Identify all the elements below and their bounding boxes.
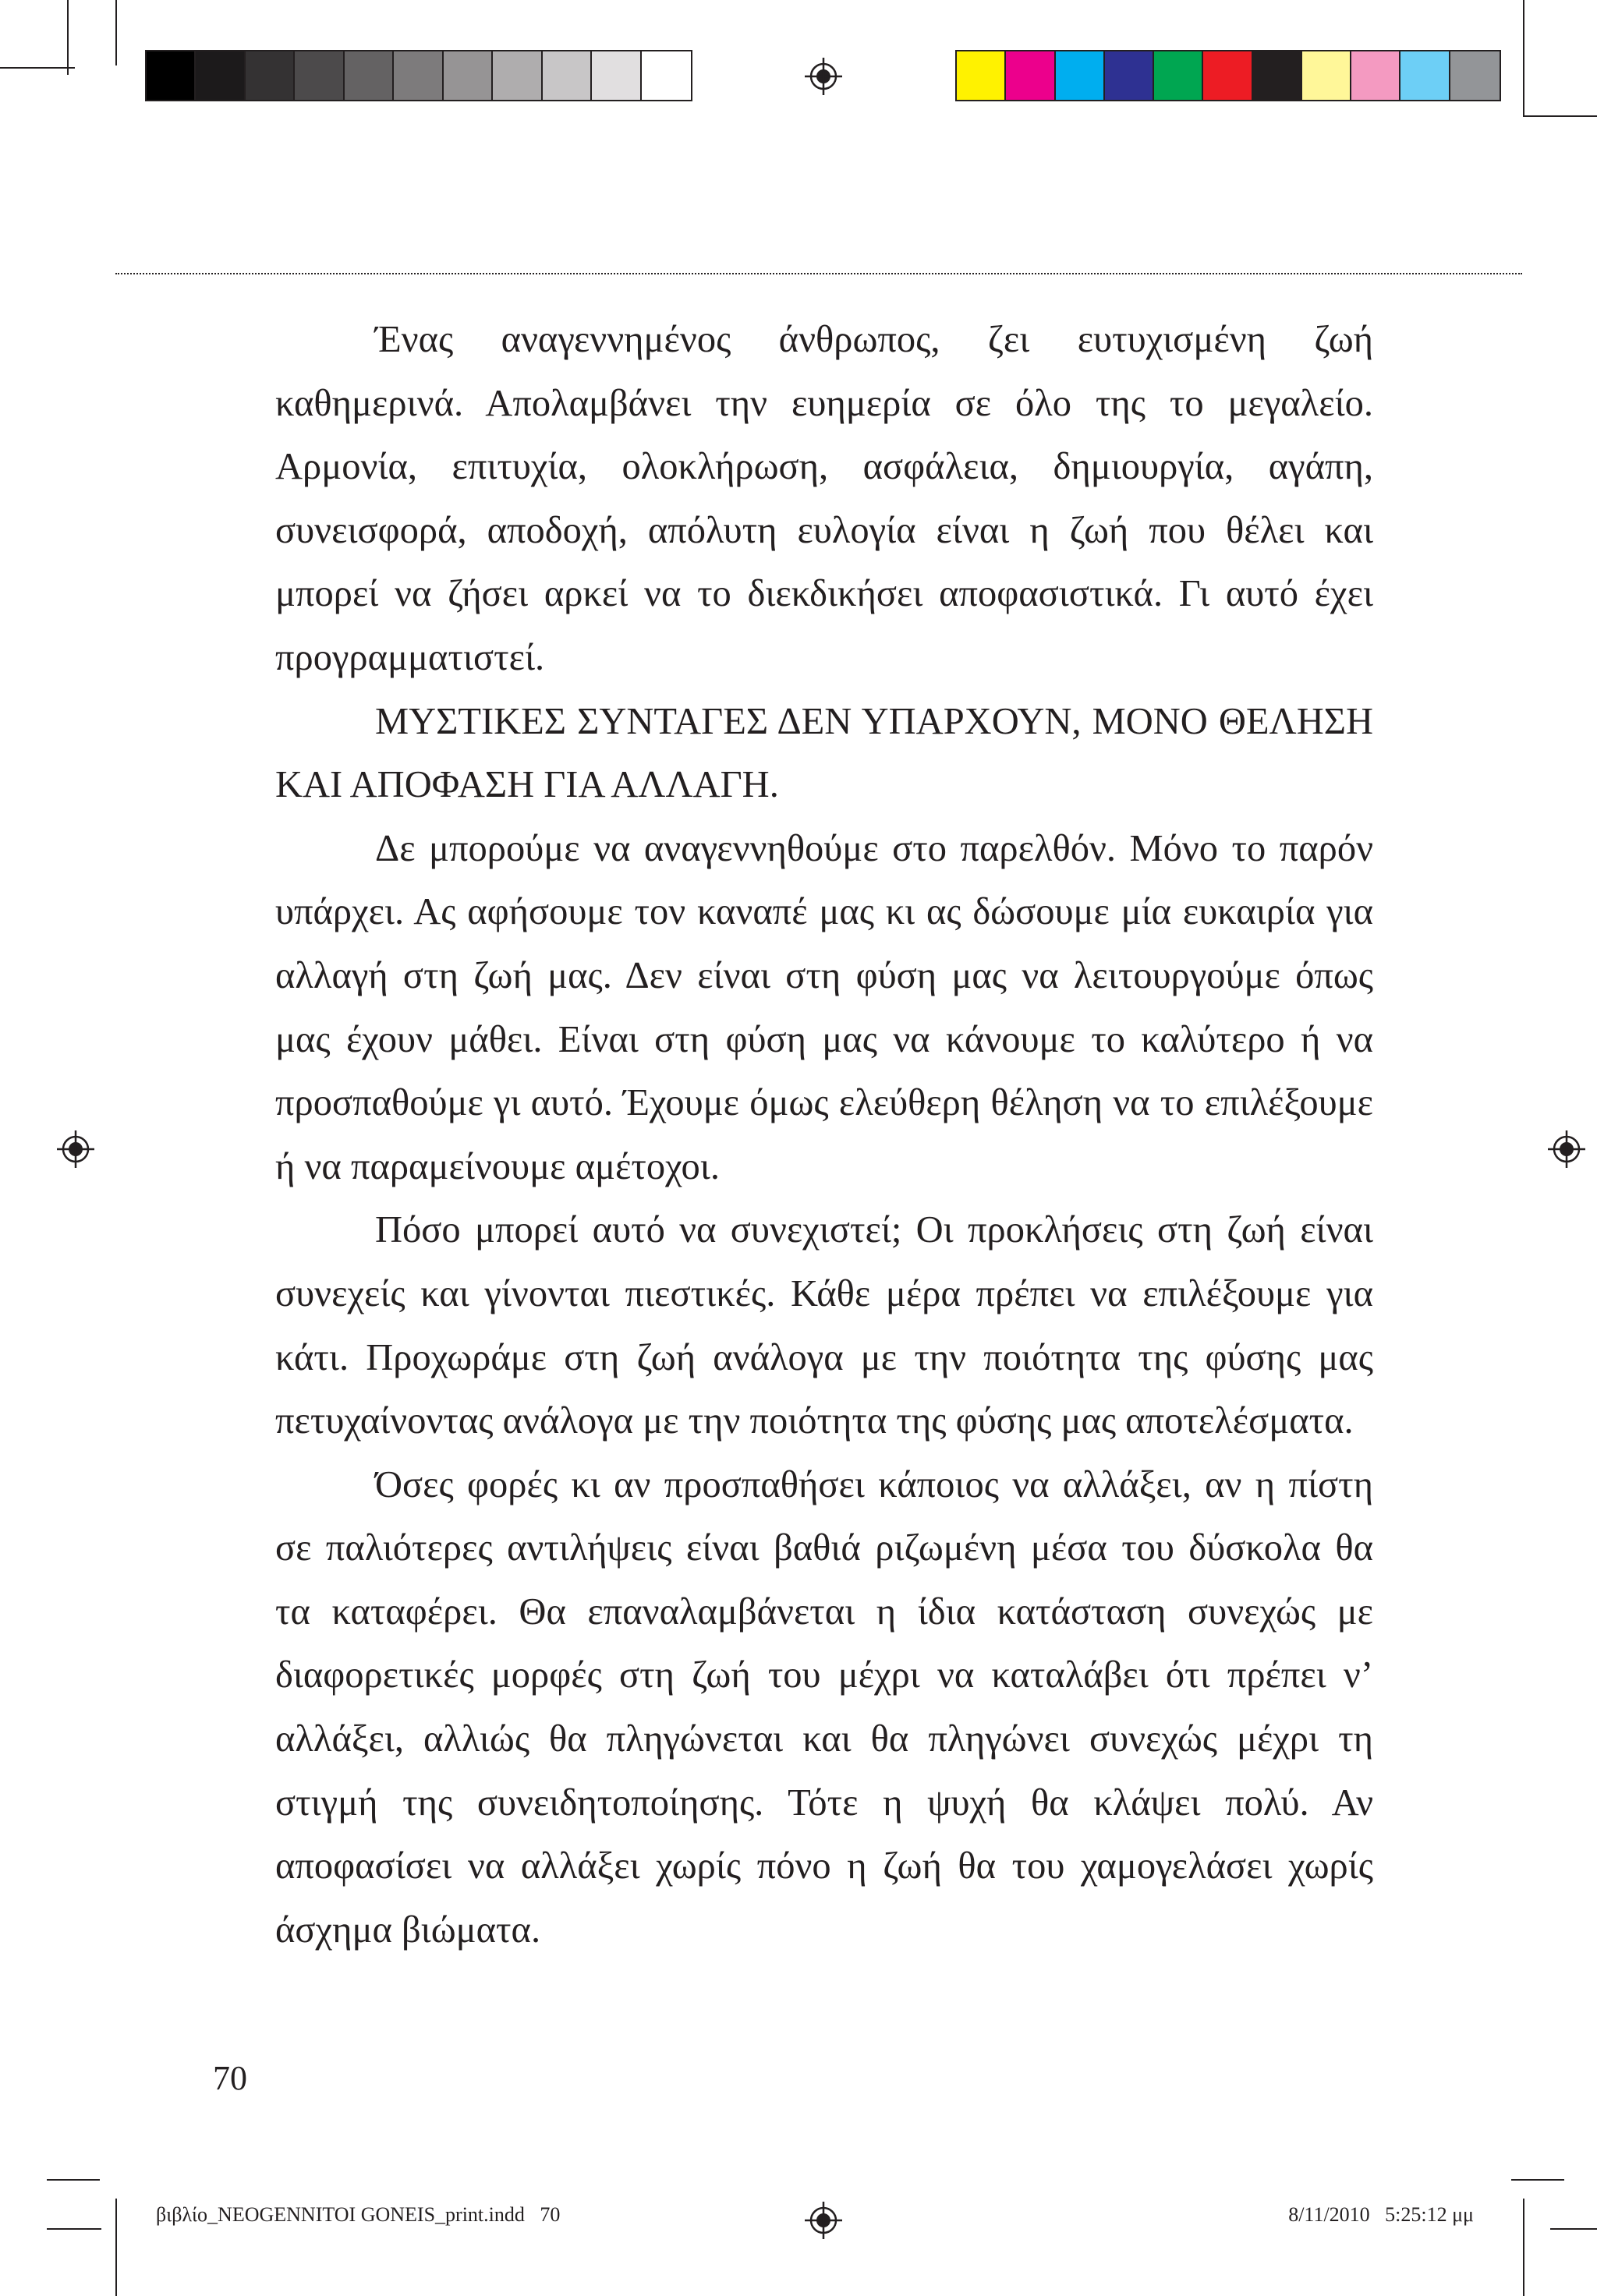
gray-swatch	[147, 51, 196, 100]
registration-mark-icon	[805, 2202, 842, 2239]
crop-mark	[67, 0, 69, 75]
color-swatch	[1154, 51, 1203, 100]
registration-mark-icon	[805, 58, 842, 95]
registration-mark-icon	[57, 1130, 94, 1168]
color-swatch	[1450, 51, 1500, 100]
crop-mark	[1523, 115, 1597, 117]
gray-swatch	[394, 51, 443, 100]
page-number: 70	[213, 2059, 247, 2097]
crop-mark	[47, 2179, 100, 2181]
paragraph: Ένας αναγεννημένος άνθρωπος, ζει ευτυχισμένη ζωή καθημερινά. Απολαμβάνει την ευημερία σε όλο της το μεγαλείο. Αρμονία, επιτυχία, ολοκλήρωση, ασφάλεια, δημιουργία, αγάπη, συνεισφορά, αποδοχή, απόλυτη ευλογία είναι η ζωή που θέλει και μπορεί να ζήσει αρκεί να το διεκδικήσει αποφασιστικά. Γι αυτό έχει προγραμματιστεί.	[275, 319, 1373, 678]
crop-mark	[115, 2199, 117, 2296]
gray-swatch	[493, 51, 542, 100]
gray-swatch	[592, 51, 641, 100]
color-swatch	[1400, 51, 1450, 100]
crop-mark	[1550, 2228, 1597, 2230]
crop-mark	[0, 67, 75, 69]
slug-filename: βιβλίο_NEOGENNITOI GONEIS_print.indd 70	[156, 2203, 561, 2226]
gray-swatch	[196, 51, 245, 100]
process-color-bar	[955, 50, 1501, 101]
color-swatch	[957, 51, 1006, 100]
gray-swatch	[444, 51, 493, 100]
paragraph: Δε μπορούμε να αναγεννηθούμε στο παρελθόν. Μόνο το παρόν υπάρχει. Ας αφήσουμε τον καναπέ μας κι ας δώσουμε μία ευκαιρία για αλλαγή στη ζωή μας. Δεν είναι στη φύση μας να λειτουργούμε όπως μας έχουν μάθει. Είναι στη φύση μας να κάνουμε το καλύτερο ή να προσπαθούμε γι αυτό. Έχουμε όμως ελεύθερη θέληση να το επιλέξουμε ή να παραμείνουμε αμέτοχοι.	[275, 827, 1373, 1187]
color-swatch	[1006, 51, 1055, 100]
paragraph: Πόσο μπορεί αυτό να συνεχιστεί; Οι προκλήσεις στη ζωή είναι συνεχείς και γίνονται πιεστικές. Κάθε μέρα πρέπει να επιλέξουμε για κάτι. Προχωράμε στη ζωή ανάλογα με την ποιότητα της φύσης μας πετυχαίνοντας ανάλογα με την ποιότητα της φύσης μας αποτελέσματα.	[275, 1209, 1373, 1442]
crop-mark	[1511, 2179, 1564, 2181]
color-swatch	[1302, 51, 1351, 100]
color-swatch	[1105, 51, 1154, 100]
crop-mark	[115, 0, 117, 65]
paragraph: Όσες φορές κι αν προσπαθήσει κάποιος να αλλάξει, αν η πίστη σε παλιότερες αντιλήψεις είναι βαθιά ριζωμένη μέσα του δύσκολα θα τα καταφέρει. Θα επαναλαμβάνεται η ίδια κατάσταση συνεχώς με διαφορετικές μορφές στη ζωή του μέχρι να καταλάβει ότι πρέπει ν’ αλλάξει, αλλιώς θα πληγώνεται και θα πληγώνει συνεχώς μέχρι τη στιγμή της συνειδητοποίησης. Τότε η ψυχή θα κλάψει πολύ. Αν αποφασίσει να αλλάξει χωρίς πόνο η ζωή θα του χαμογελάσει χωρίς άσχημα βιώματα.	[275, 1463, 1373, 1951]
color-swatch	[1203, 51, 1252, 100]
paragraph: ΜΥΣΤΙΚΕΣ ΣΥΝΤΑΓΕΣ ΔΕΝ ΥΠΑΡΧΟΥΝ, ΜΟΝΟ ΘΕΛΗΣΗ ΚΑΙ ΑΠΟΦΑΣΗ ΓΙΑ ΑΛΛΑΓΗ.	[275, 700, 1373, 806]
gray-swatch	[345, 51, 394, 100]
crop-mark	[1523, 0, 1524, 117]
slug-timestamp: 8/11/2010 5:25:12 μμ	[1288, 2203, 1474, 2226]
color-swatch	[1253, 51, 1302, 100]
trim-line	[115, 273, 1522, 274]
crop-mark	[47, 2228, 101, 2230]
crop-mark	[1523, 2199, 1524, 2296]
gray-swatch	[543, 51, 592, 100]
registration-mark-icon	[1548, 1130, 1585, 1168]
gray-swatch	[295, 51, 344, 100]
color-swatch	[1056, 51, 1105, 100]
gray-swatch	[642, 51, 691, 100]
body-text	[275, 308, 1373, 1962]
gray-swatch	[246, 51, 295, 100]
color-swatch	[1351, 51, 1400, 100]
grayscale-color-bar	[145, 50, 692, 101]
